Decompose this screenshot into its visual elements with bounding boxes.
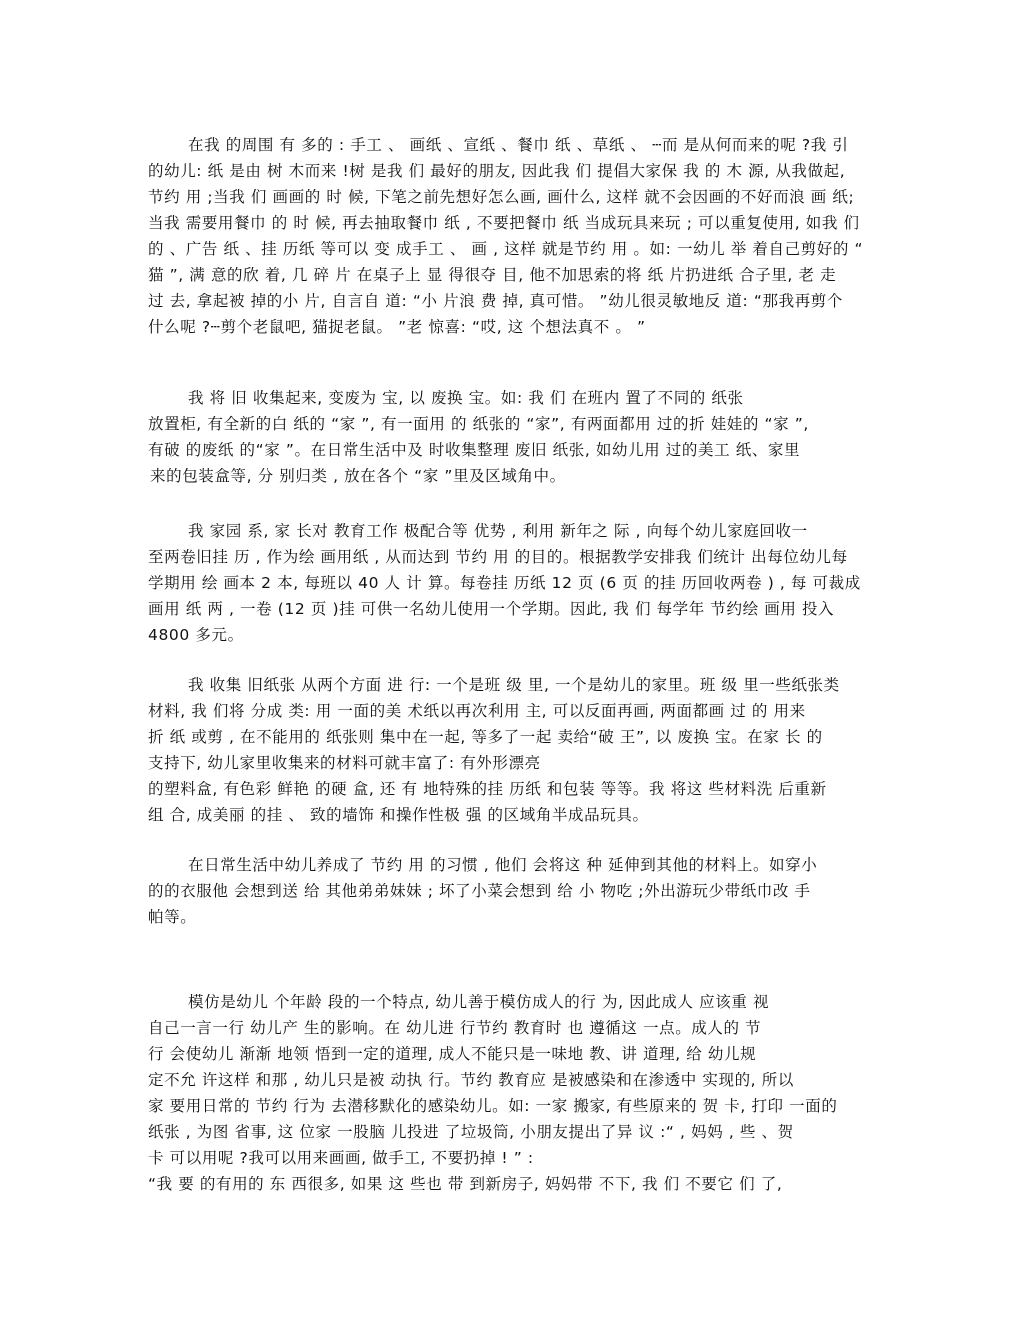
- text-line: 在日常生活中幼儿养成了 节约 用 的习惯 , 他们 会将这 种 延伸到其他的材料上。如穿小: [188, 856, 818, 874]
- text-line: 有破 的废纸 的“家 ”。在日常生活中及 时收集整理 废旧 纸张, 如幼儿用 过的美工 纸、家里: [148, 441, 801, 459]
- text-line: 行 会使幼儿 渐渐 地领 悟到一定的道理, 成人不能只是一味地 教、讲 道理, 给 幼儿规: [148, 1045, 757, 1063]
- text-line: 放置柜, 有全新的白 纸的 “家 ”, 有一面用 的 纸张的 “家”, 有两面都用 过的折 娃娃的 “家 ”,: [148, 415, 809, 433]
- text-line: 过 去, 拿起被 掉的小 片, 自言自 道: “小 片浪 费 掉, 真可惜。 ”幼儿很灵敏地反 道: “那我再剪个: [148, 292, 843, 310]
- text-line: 4800 多元。: [148, 626, 244, 644]
- paragraph-calendar-recycling: [148, 518, 888, 648]
- paragraph-daily-habits: [148, 852, 888, 930]
- paragraph-waste-collection: [148, 385, 888, 489]
- text-line: 的塑料盒, 有色彩 鲜艳 的硬 盒, 还 有 地特殊的挂 历纸 和包装 等等。我 将这 些材料洗 后重新: [148, 780, 827, 798]
- text-line: 组 合, 成美丽 的挂 、 致的墙饰 和操作性极 强 的区域角半成品玩具。: [148, 806, 649, 824]
- paragraph-adult-example: [148, 989, 888, 1197]
- text-line: 来的包装盒等, 分 别归类 , 放在各个 “家 ”里及区域角中。: [150, 467, 566, 485]
- text-line: 在我 的周围 有 多的 : 手工 、 画纸 、宣纸 、餐巾 纸 、草纸 、 ┄而 是从何而来的呢 ?我 引: [188, 136, 849, 154]
- text-line: 卡 可以用呢 ?我可以用来画画, 做手工, 不要扔掉 ! ” :: [148, 1149, 534, 1167]
- text-line: 的的衣服他 会想到送 给 其他弟弟妹妹 ; 坏了小菜会想到 给 小 物吃 ;外出游玩少带纸巾改 手: [148, 882, 811, 900]
- text-line: 节约 用 ;当我 们 画画的 时 候, 下笔之前先想好怎么画, 画什么, 这样 就不会因画的不好而浪 画 纸;: [148, 188, 855, 206]
- text-line: 自己一言一行 幼儿产 生的影响。在 幼儿进 行节约 教育时 也 遵循这 一点。成人的 节: [148, 1019, 762, 1037]
- text-line: 家 要用日常的 节约 行为 去潜移默化的感染幼儿。如: 一家 搬家, 有些原来的 贺 卡, 打印 一面的: [148, 1097, 838, 1115]
- text-line: 的幼儿: 纸 是由 树 木而来 !树 是我 们 最好的朋友, 因此我 们 提倡大家保 我 的 木 源, 从我做起,: [148, 162, 846, 180]
- text-line: 纸张 , 为图 省事, 这 位家 一股脑 儿投进 了垃圾筒, 小朋友提出了异 议 :“ , 妈妈 , 些 、贺: [148, 1123, 794, 1141]
- text-line: 定不允 许这样 和那 , 幼儿只是被 动执 行。节约 教育应 是被感染和在渗透中 实现的, 所以: [148, 1071, 794, 1089]
- text-line: 猫 ”, 满 意的欣 着, 几 碎 片 在桌子上 显 得很夺 目, 他不加思索的将 纸 片扔进纸 合子里, 老 走: [148, 266, 837, 284]
- text-line: 我 将 旧 收集起来, 变废为 宝, 以 废换 宝。如: 我 们 在班内 置了不同的 纸张: [188, 389, 744, 407]
- text-line: 当我 需要用餐巾 的 时 候, 再去抽取餐巾 纸 , 不要把餐巾 纸 当成玩具来玩 ; 可以重复使用, 如我 们: [148, 214, 860, 232]
- text-line: 什么呢 ?┄剪个老鼠吧, 猫捉老鼠。 ”老 惊喜: “哎, 这 个想法真不 。 ”: [148, 318, 646, 336]
- text-line: 我 收集 旧纸张 从两个方面 进 行: 一个是班 级 里, 一个是幼儿的家里。班 级 里一些纸张类: [188, 676, 840, 694]
- text-line: 画用 纸 两 , 一卷 (12 页 )挂 可供一名幼儿使用一个学期。因此, 我 们 每学年 节约绘 画用 投入: [148, 600, 835, 618]
- text-line: 学期用 绘 画本 2 本, 每班以 40 人 计 算。每卷挂 历纸 12 页 (6 页 的挂 历回收两卷 ) , 每 可裁成: [148, 574, 861, 592]
- text-line: 我 家园 系, 家 长对 教育工作 极配合等 优势 , 利用 新年之 际 , 向每个幼儿家庭回收一: [188, 522, 808, 540]
- text-line: 模仿是幼儿 个年龄 段的一个特点, 幼儿善于模仿成人的行 为, 因此成人 应该重 视: [188, 993, 770, 1011]
- paragraph-paper-reuse: [148, 672, 888, 828]
- text-line: 材料, 我 们将 分成 类: 用 一面的美 术纸以再次利用 主, 可以反面再画, 两面都画 过 的 用来: [148, 702, 806, 720]
- text-line: 帕等。: [148, 908, 197, 926]
- text-line: 支持下, 幼儿家里收集来的材料可就丰富了: 有外形漂亮: [148, 754, 541, 772]
- text-line: 至两卷旧挂 历 , 作为绘 画用纸 , 从而达到 节约 用 的目的。根据教学安排我 们统计 出每位幼儿每: [148, 548, 848, 566]
- paragraph-paper-origin: [148, 132, 888, 340]
- text-line: 折 纸 或剪 , 在不能用的 纸张则 集中在一起, 等多了一起 卖给“破 王”, 以 废换 宝。在家 长 的: [148, 728, 823, 746]
- text-line: “我 要 的有用的 东 西很多, 如果 这 些也 带 到新房子, 妈妈带 不下, 我 们 不要它 们 了,: [148, 1175, 783, 1193]
- text-line: 的 、广告 纸 、挂 历纸 等可以 变 成手工 、 画 , 这样 就是节约 用 。如: 一幼儿 举 着自己剪好的 “: [148, 240, 864, 258]
